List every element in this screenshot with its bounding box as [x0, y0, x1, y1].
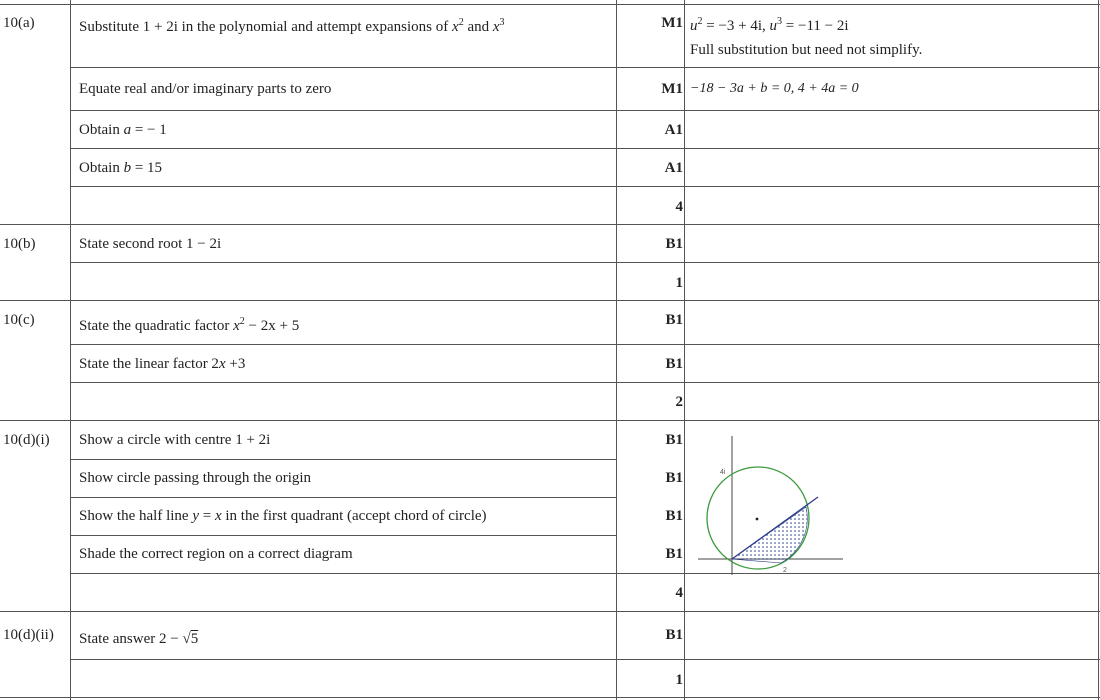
desc-var: x — [233, 318, 240, 334]
desc-text: = − 1 — [131, 122, 167, 138]
answer-description: Show circle passing through the origin — [79, 470, 312, 486]
row-divider — [70, 344, 1100, 345]
mark: B1 — [665, 432, 683, 448]
row-divider — [70, 535, 616, 536]
desc-text: +3 — [225, 356, 246, 372]
guide-text: = −3 + 4i, — [702, 18, 770, 34]
answer-description — [79, 317, 299, 335]
desc-var: a — [123, 122, 132, 138]
mark: B1 — [665, 627, 683, 643]
mark: B1 — [665, 546, 683, 562]
shaded-region — [732, 507, 807, 563]
answer-description: Equate real and/or imaginary parts to zero — [79, 81, 332, 97]
desc-text: State the linear factor 2 — [79, 356, 219, 372]
desc-radicand: 5 — [190, 631, 199, 647]
row-divider — [0, 420, 1100, 421]
answer-description: Shade the correct region on a correct diagram — [79, 546, 353, 562]
question-number: 10(b) — [3, 236, 36, 252]
column-divider — [70, 0, 71, 700]
mark: M1 — [661, 81, 683, 97]
question-number: 10(d)(ii) — [3, 627, 54, 643]
desc-text: 2 − — [158, 631, 183, 647]
label-4i: 4i — [720, 469, 726, 476]
total-marks: 1 — [675, 672, 683, 688]
row-divider — [70, 148, 1100, 149]
answer-description — [79, 18, 505, 36]
desc-text: Show the half line — [79, 508, 193, 524]
row-divider — [0, 611, 1100, 612]
desc-root: √ — [182, 631, 191, 647]
desc-var: x — [218, 356, 226, 372]
desc-text: Obtain — [79, 122, 124, 138]
desc-var: x — [492, 19, 500, 35]
desc-var: x — [452, 19, 459, 35]
answer-description: Show a circle with centre 1 + 2i — [79, 432, 271, 448]
answer-description — [79, 159, 162, 177]
mark: M1 — [661, 15, 683, 31]
mark: B1 — [665, 236, 683, 252]
guide-text: = −11 − 2i — [782, 18, 849, 34]
answer-description: State second root 1 − 2i — [79, 236, 222, 252]
desc-text: = 15 — [131, 160, 163, 176]
desc-sup: 3 — [499, 17, 505, 28]
argand-diagram — [690, 430, 850, 580]
mark: B1 — [665, 356, 683, 372]
desc-text: − 2x + 5 — [244, 318, 300, 334]
row-divider — [0, 224, 1100, 225]
answer-description — [79, 630, 198, 648]
mark: A1 — [664, 160, 683, 176]
column-divider — [684, 0, 685, 700]
row-divider — [70, 459, 616, 460]
label-2: 2 — [783, 567, 787, 574]
desc-var: x — [214, 508, 222, 524]
guide-var: u — [690, 18, 698, 34]
question-number: 10(a) — [3, 15, 35, 31]
guidance-line-2: Full substitution but need not simplify. — [690, 42, 923, 58]
row-divider — [70, 67, 1100, 68]
guide-sup: 3 — [777, 16, 783, 27]
row-divider — [70, 659, 1100, 660]
desc-text: and — [463, 19, 493, 35]
row-divider — [0, 697, 1100, 698]
desc-var: b — [123, 160, 132, 176]
row-divider — [70, 186, 1100, 187]
desc-text: Obtain — [79, 160, 124, 176]
row-divider — [70, 382, 1100, 383]
guidance: −18 − 3a + b = 0, 4 + 4a = 0 — [690, 81, 859, 96]
mark: A1 — [664, 122, 683, 138]
desc-var: y — [192, 508, 199, 524]
total-marks: 4 — [675, 585, 683, 601]
row-divider — [70, 262, 1100, 263]
desc-sup: 2 — [239, 316, 245, 327]
row-divider — [0, 300, 1100, 301]
row-divider — [70, 497, 616, 498]
question-number: 10(d)(i) — [3, 432, 50, 448]
desc-text: State answer — [79, 631, 159, 647]
mark: B1 — [665, 470, 683, 486]
column-divider — [1098, 0, 1099, 700]
guidance — [690, 17, 849, 35]
guide-sup: 2 — [697, 16, 703, 27]
row-divider — [70, 573, 1100, 574]
desc-text: in the first quadrant (accept chord of circle) — [221, 508, 487, 524]
desc-text: State the quadratic factor — [79, 318, 234, 334]
total-marks: 1 — [675, 275, 683, 291]
desc-text: Substitute 1 + 2i in the polynomial and attempt expansions of — [79, 19, 453, 35]
answer-description — [79, 507, 487, 525]
answer-description — [79, 355, 245, 373]
mark: B1 — [665, 312, 683, 328]
answer-description — [79, 121, 167, 139]
total-marks: 4 — [675, 199, 683, 215]
desc-text: = — [199, 508, 215, 524]
centre-point — [756, 518, 759, 521]
row-divider — [0, 4, 1100, 5]
question-number: 10(c) — [3, 312, 35, 328]
guide-var: u — [769, 18, 778, 34]
total-marks: 2 — [675, 394, 683, 410]
row-divider — [70, 110, 1100, 111]
mark: B1 — [665, 508, 683, 524]
desc-sup: 2 — [458, 17, 464, 28]
